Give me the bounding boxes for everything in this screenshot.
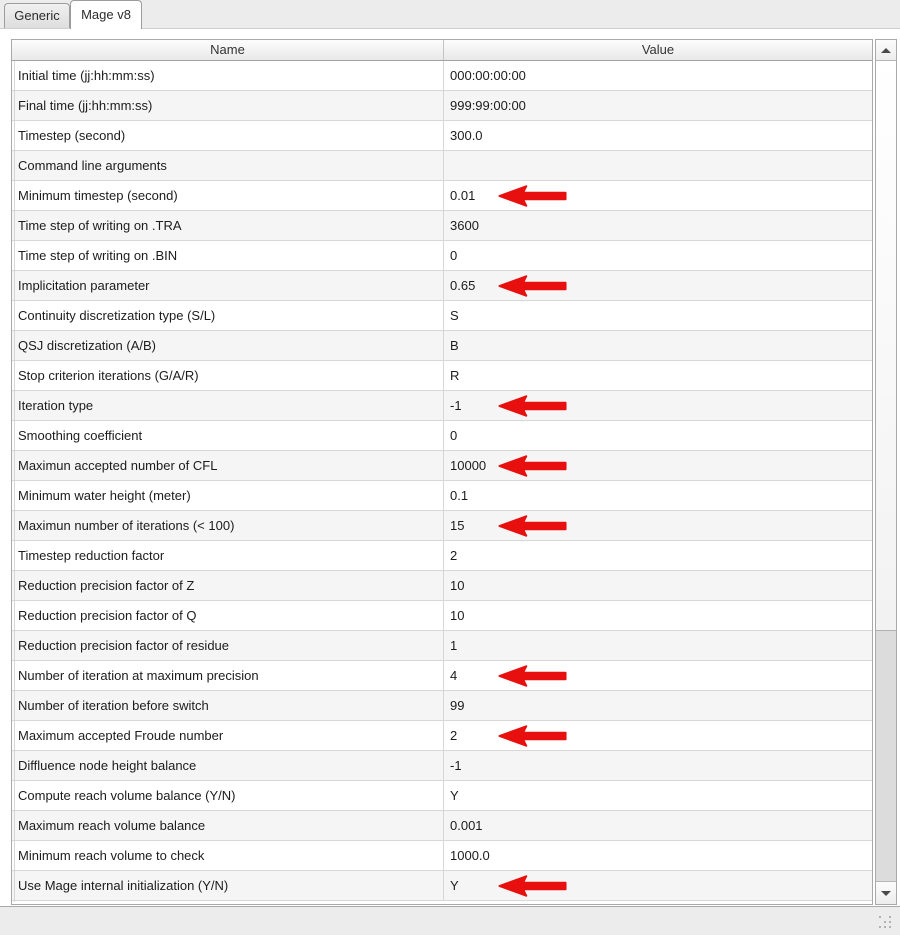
param-name-cell[interactable] (12, 451, 443, 480)
param-value-text: 300.0 (450, 128, 483, 143)
red-left-arrow-icon (496, 874, 570, 897)
param-value-cell[interactable] (443, 91, 872, 120)
param-name-text: Smoothing coefficient (18, 428, 143, 443)
param-name-text: Iteration type (18, 398, 94, 413)
param-value-text: 0 (450, 248, 458, 263)
param-name-cell[interactable] (12, 391, 443, 420)
param-name-text: Reduction precision factor of residue (18, 638, 230, 653)
param-value-text: -1 (450, 758, 462, 773)
table-row (12, 301, 872, 331)
param-value-text: 0.1 (450, 488, 469, 503)
param-value-cell[interactable] (443, 751, 872, 780)
param-value-cell[interactable] (443, 301, 872, 330)
table-row (12, 91, 872, 121)
param-value-text: 2 (450, 728, 458, 743)
param-value-cell[interactable] (443, 511, 872, 540)
param-name-cell[interactable] (12, 571, 443, 600)
param-value-cell[interactable] (443, 691, 872, 720)
param-value-text: 99 (450, 698, 465, 713)
param-name-cell[interactable] (12, 511, 443, 540)
param-value-cell[interactable] (443, 541, 872, 570)
param-name-cell[interactable] (12, 331, 443, 360)
param-name-text: Minimum timestep (second) (18, 188, 178, 203)
param-value-cell[interactable] (443, 181, 872, 210)
table-row (12, 871, 872, 901)
table-header (12, 40, 872, 61)
table-row (12, 121, 872, 151)
vertical-scrollbar[interactable] (875, 39, 897, 905)
table-row (12, 631, 872, 661)
param-name-text: Maximun accepted number of CFL (18, 458, 218, 473)
param-name-text: Initial time (jj:hh:mm:ss) (18, 68, 155, 83)
param-name-text: Command line arguments (18, 158, 167, 173)
param-name-cell[interactable] (12, 181, 443, 210)
param-value-cell[interactable] (443, 871, 872, 900)
tab-page-mage-v8 (0, 28, 900, 907)
param-value-cell[interactable] (443, 481, 872, 510)
param-value-text: 0.01 (450, 188, 476, 203)
param-value-text: 0.65 (450, 278, 476, 293)
param-name-text: Maximum reach volume balance (18, 818, 206, 833)
table-row (12, 361, 872, 391)
red-left-arrow-icon (496, 454, 570, 477)
param-value-text: 1000.0 (450, 848, 490, 863)
red-left-arrow-icon (496, 514, 570, 537)
param-name-cell[interactable] (12, 241, 443, 270)
param-value-text: 10 (450, 578, 465, 593)
param-name-cell[interactable] (12, 301, 443, 330)
table-row (12, 391, 872, 421)
param-value-text: 3600 (450, 218, 479, 233)
param-name-cell[interactable] (12, 151, 443, 180)
param-value-text: Y (450, 788, 459, 803)
param-value-text: S (450, 308, 459, 323)
param-name-text: Minimum reach volume to check (18, 848, 205, 863)
param-name-cell[interactable] (12, 91, 443, 120)
param-value-cell[interactable] (443, 631, 872, 660)
param-name-text: Diffluence node height balance (18, 758, 197, 773)
param-value-text: 10000 (450, 458, 487, 473)
red-left-arrow-icon (496, 724, 570, 747)
param-value-text: -1 (450, 398, 462, 413)
table-row (12, 691, 872, 721)
table-row (12, 601, 872, 631)
param-name-cell[interactable] (12, 361, 443, 390)
param-value-cell[interactable] (443, 271, 872, 300)
table-row (12, 721, 872, 751)
param-value-cell[interactable] (443, 571, 872, 600)
param-value-cell[interactable] (443, 391, 872, 420)
param-value-cell[interactable] (443, 151, 872, 180)
scroll-down-arrow-icon (881, 891, 891, 896)
table-row (12, 811, 872, 841)
param-name-text: Continuity discretization type (S/L) (18, 308, 216, 323)
param-name-text: QSJ discretization (A/B) (18, 338, 156, 353)
param-value-text: 0 (450, 428, 458, 443)
tab-generic[interactable]: Generic (4, 3, 70, 28)
param-name-text: Reduction precision factor of Q (18, 608, 197, 623)
param-value-text: 000:00:00:00 (450, 68, 526, 83)
param-value-cell[interactable] (443, 451, 872, 480)
param-name-cell[interactable] (12, 781, 443, 810)
param-value-text: 999:99:00:00 (450, 98, 526, 113)
red-left-arrow-icon (496, 664, 570, 687)
param-value-cell[interactable] (443, 331, 872, 360)
table-row (12, 181, 872, 211)
param-name-text: Minimum water height (meter) (18, 488, 191, 503)
param-value-text: 4 (450, 668, 458, 683)
table-row (12, 481, 872, 511)
param-value-cell[interactable] (443, 721, 872, 750)
table-row (12, 421, 872, 451)
param-value-text: 15 (450, 518, 465, 533)
param-name-text: Number of iteration at maximum precision (18, 668, 259, 683)
table-row (12, 211, 872, 241)
param-name-cell[interactable] (12, 211, 443, 240)
param-name-text: Stop criterion iterations (G/A/R) (18, 368, 199, 383)
scroll-down-button[interactable] (876, 881, 896, 904)
param-value-cell[interactable] (443, 361, 872, 390)
param-value-cell[interactable] (443, 61, 872, 90)
param-name-cell[interactable] (12, 691, 443, 720)
param-name-cell[interactable] (12, 751, 443, 780)
scroll-up-button[interactable] (876, 40, 896, 61)
table-row (12, 511, 872, 541)
resize-grip-icon[interactable] (879, 916, 892, 929)
table-row (12, 61, 872, 91)
param-value-cell[interactable] (443, 211, 872, 240)
param-value-cell[interactable] (443, 241, 872, 270)
param-name-cell[interactable] (12, 721, 443, 750)
param-name-text: Timestep (second) (18, 128, 126, 143)
param-name-cell[interactable] (12, 661, 443, 690)
tab-bar (0, 0, 900, 28)
param-name-text: Maximum accepted Froude number (18, 728, 224, 743)
tab-mage-v8[interactable]: Mage v8 (70, 0, 142, 29)
parameter-table-body (12, 61, 872, 904)
param-name-text: Number of iteration before switch (18, 698, 209, 713)
param-name-text: Time step of writing on .TRA (18, 218, 182, 233)
param-value-cell[interactable] (443, 811, 872, 840)
param-name-text: Implicitation parameter (18, 278, 150, 293)
param-name-cell[interactable] (12, 271, 443, 300)
window-bottom-strip (0, 907, 900, 935)
param-value-text: B (450, 338, 459, 353)
column-header-name[interactable]: Name (210, 42, 245, 57)
table-row (12, 271, 872, 301)
param-name-text: Time step of writing on .BIN (18, 248, 178, 263)
param-name-text: Compute reach volume balance (Y/N) (18, 788, 236, 803)
param-name-cell[interactable] (12, 481, 443, 510)
param-value-text: R (450, 368, 460, 383)
param-value-cell[interactable] (443, 421, 872, 450)
param-name-cell[interactable] (12, 121, 443, 150)
param-name-text: Final time (jj:hh:mm:ss) (18, 98, 153, 113)
param-name-cell[interactable] (12, 841, 443, 870)
param-name-text: Use Mage internal initialization (Y/N) (18, 878, 229, 893)
param-name-text: Timestep reduction factor (18, 548, 165, 563)
param-name-cell[interactable] (12, 61, 443, 90)
param-value-cell[interactable] (443, 121, 872, 150)
param-value-text: 0.001 (450, 818, 483, 833)
param-value-text: 2 (450, 548, 458, 563)
table-row (12, 151, 872, 181)
param-name-cell[interactable] (12, 631, 443, 660)
param-name-cell[interactable] (12, 421, 443, 450)
param-value-cell[interactable] (443, 781, 872, 810)
scroll-up-arrow-icon (881, 48, 891, 53)
param-name-text: Maximun number of iterations (< 100) (18, 518, 235, 533)
param-value-text: Y (450, 878, 459, 893)
param-value-cell[interactable] (443, 841, 872, 870)
table-row (12, 241, 872, 271)
red-left-arrow-icon (496, 184, 570, 207)
table-row (12, 841, 872, 871)
red-left-arrow-icon (496, 274, 570, 297)
param-name-cell[interactable] (12, 541, 443, 570)
table-row (12, 571, 872, 601)
parameter-table (11, 39, 873, 905)
param-name-cell[interactable] (12, 811, 443, 840)
column-header-value[interactable]: Value (443, 40, 872, 60)
scrollbar-thumb[interactable] (876, 61, 896, 631)
table-row (12, 541, 872, 571)
param-value-text: 1 (450, 638, 458, 653)
param-name-cell[interactable] (12, 871, 443, 900)
param-value-cell[interactable] (443, 601, 872, 630)
table-row (12, 751, 872, 781)
red-left-arrow-icon (496, 394, 570, 417)
param-value-text: 10 (450, 608, 465, 623)
table-row (12, 331, 872, 361)
table-row (12, 781, 872, 811)
table-row (12, 451, 872, 481)
param-name-cell[interactable] (12, 601, 443, 630)
param-name-text: Reduction precision factor of Z (18, 578, 195, 593)
param-value-cell[interactable] (443, 661, 872, 690)
table-row (12, 661, 872, 691)
